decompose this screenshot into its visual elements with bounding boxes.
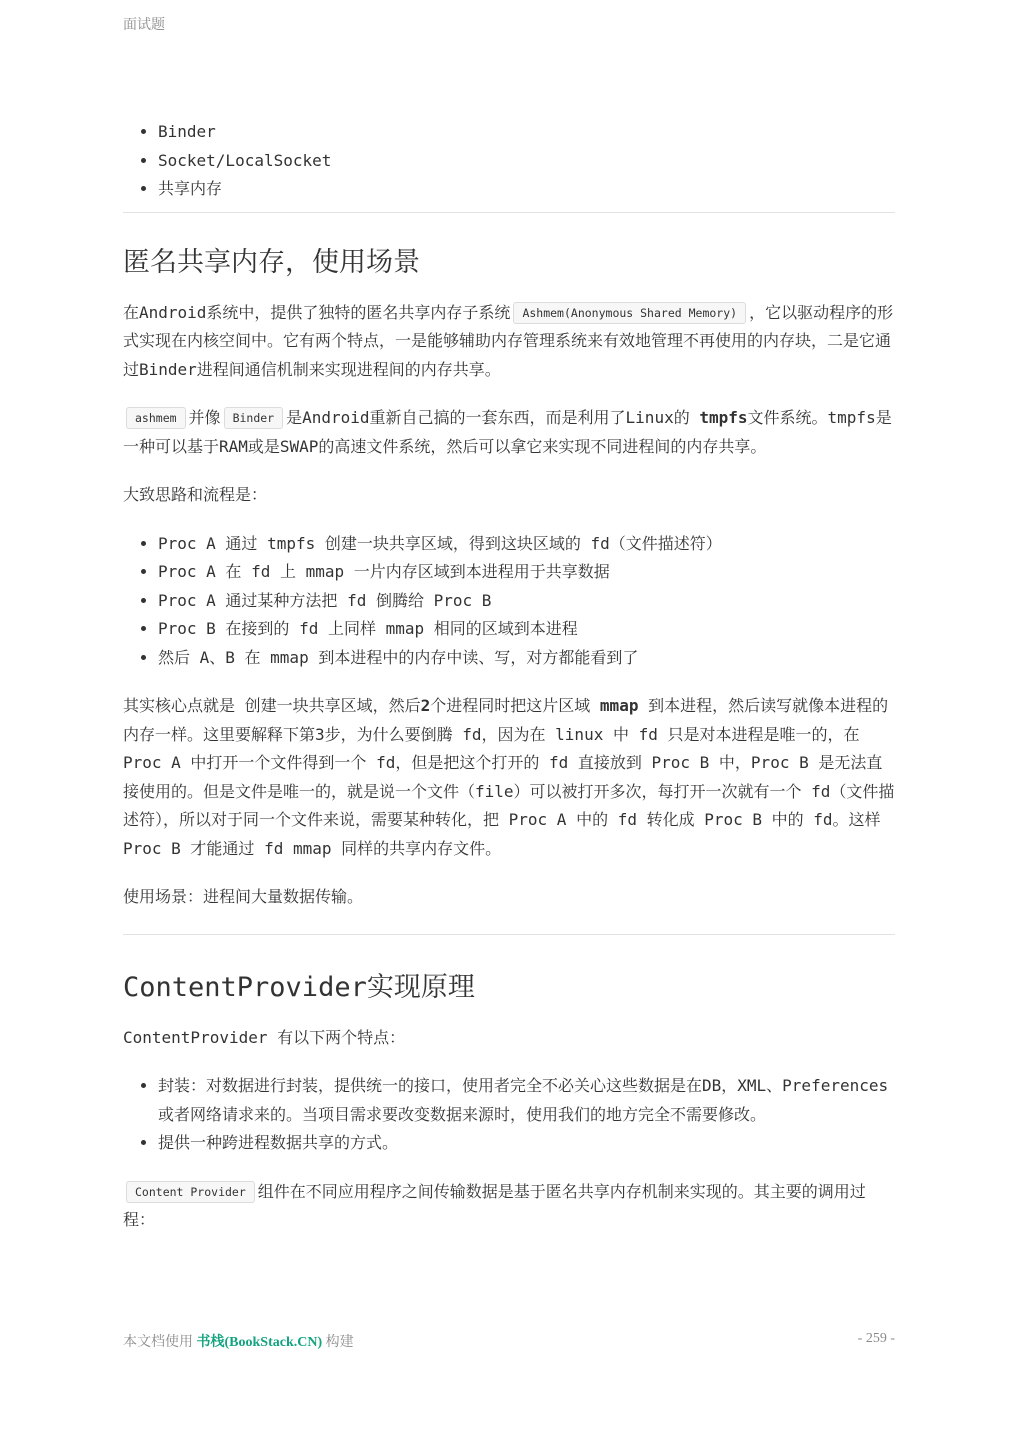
bold-tmpfs: tmpfs	[699, 408, 748, 427]
cp-features-list	[123, 1072, 895, 1158]
section-divider	[123, 934, 895, 935]
paragraph-cp-intro: ContentProvider 有以下两个特点：	[123, 1027, 406, 1047]
list-item: • 然后 A、B 在 mmap 到本进程中的内存中读、写，对方都能看到了	[158, 644, 895, 673]
list-item: • Binder	[158, 118, 895, 147]
list-item: • Proc A 通过 tmpfs 创建一块共享区域，得到这块区域的 fd（文件描述符）	[158, 530, 895, 559]
list-item: • Socket/LocalSocket	[158, 147, 895, 176]
ipc-methods-list	[123, 118, 895, 204]
paragraph-usage: 使用场景：进程间大量数据传输。	[123, 887, 364, 906]
section-heading-ashmem: 匿名共享内存，使用场景	[123, 246, 420, 278]
list-item: • Proc B 在接到的 fd 上同样 mmap 相同的区域到本进程	[158, 615, 895, 644]
list-item: • 提供一种跨进程数据共享的方式。	[158, 1129, 895, 1158]
page-number: - 259 -	[857, 1331, 895, 1346]
paragraph-flow-intro: 大致思路和流程是：	[123, 485, 268, 504]
running-header: 面试题	[123, 16, 165, 32]
document-body	[123, 118, 895, 1235]
paragraph-ashmem-intro: 在Android系统中，提供了独特的匿名共享内存子系统 Ashmem(Anonymous Shared Memory) ，它以驱动程序的形式实现在内核空间中。它有两个特点，一是能够辅助内存管理系统来有效地管理不再使用的内存块，二是它通过Binder进程间通信机制来实现进程间的内存共享。	[123, 302, 894, 379]
bold-mmap: mmap	[599, 696, 639, 715]
inline-code-ashmem-full: Ashmem(Anonymous Shared Memory)	[513, 302, 746, 324]
paragraph-core-idea: 其实核心点就是 创建一块共享区域，然后2个进程同时把这片区域 mmap 到本进程，然后读写就像本进程的内存一样。这里要解释下第3步，为什么要倒腾 fd，因为在 linux 中 fd 只是对本进程是唯一的，在 Proc A 中打开一个文件得到一个 fd，但是把这个打开的 fd 直接放到 Proc B 中，Proc B 是无法直接使用的。但是文件是唯一的，就是说一个文件（file）可以被打开多次，每打开一次就有一个 fd（文件描述符），所以对于同一个文件来说，需要某种转化，把 Proc A 中的 fd 转化成 Proc B 中的 fd。这样 Proc B 才能通过 fd mmap 同样的共享内存文件。	[123, 696, 895, 858]
inline-code-ashmem: ashmem	[126, 407, 186, 429]
list-item: • 封装：对数据进行封装，提供统一的接口，使用者完全不必关心这些数据是在DB，XML、Preferences或者网络请求来的。当项目需求要改变数据来源时，使用我们的地方完全不需要修改。	[158, 1072, 895, 1129]
paragraph-ashmem-tmpfs: ashmem 并像 Binder 是Android重新自己搞的一套东西，而是利用了Linux的 tmpfs文件系统。tmpfs是一种可以基于RAM或是SWAP的高速文件系统，然后可以拿它来实现不同进程间的内存共享。	[123, 408, 892, 456]
footer-credit: 本文档使用 书栈(BookStack.CN) 构建	[123, 1335, 354, 1350]
flow-steps-list	[123, 530, 895, 673]
list-item: • Proc A 通过某种方法把 fd 倒腾给 Proc B	[158, 587, 895, 616]
inline-code-content-provider: Content Provider	[126, 1181, 255, 1203]
paragraph-cp-mechanism: Content Provider 组件在不同应用程序之间传输数据是基于匿名共享内存机制来实现的。其主要的调用过程：	[123, 1181, 866, 1229]
bold-two: 2	[420, 696, 431, 715]
inline-code-binder: Binder	[224, 407, 284, 429]
list-item: • 共享内存	[158, 175, 895, 204]
bookstack-link[interactable]: 书栈(BookStack.CN)	[196, 1335, 323, 1350]
section-heading-content-provider: ContentProvider实现原理	[123, 971, 475, 1003]
list-item: • Proc A 在 fd 上 mmap 一片内存区域到本进程用于共享数据	[158, 558, 895, 587]
section-divider	[123, 212, 895, 213]
